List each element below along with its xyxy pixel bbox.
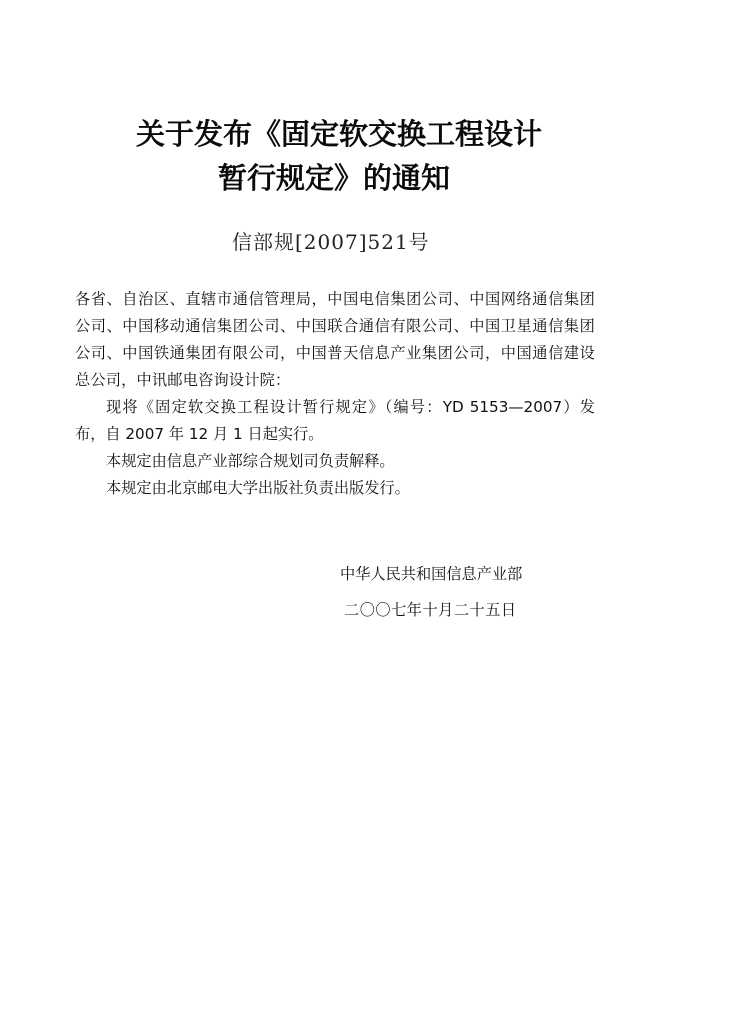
title-line-2: 暂行规定》的通知 [218,161,451,195]
body-paragraph-release: 现将《固定软交换工程设计暂行规定》（编号：YD 5153—2007）发布，自 2007 年 12 月 1 日起实行。 [75,398,595,443]
title-line-1: 关于发布《固定软交换工程设计 [136,117,543,151]
notice-body [75,286,595,502]
recipients-list: 各省、自治区、直辖市通信管理局，中国电信集团公司、中国网络通信集团公司、中国移动通信集团公司、中国联合通信有限公司、中国卫星通信集团公司、中国铁通集团有限公司，中国普天信息产业集团公司，中国通信建设总公司，中讯邮电咨询设计院： [75,290,595,389]
signoff-block [340,556,522,628]
body-paragraph-publisher: 本规定由北京邮电大学出版社负责出版发行。 [106,479,410,497]
document-number: 信部规[2007]521号 [232,230,430,254]
notice-title [0,112,734,200]
issuer-name: 中华人民共和国信息产业部 [340,565,523,583]
body-paragraph-interpretation: 本规定由信息产业部综合规划司负责解释。 [106,452,395,470]
issue-date: 二〇〇七年十月二十五日 [344,601,517,619]
